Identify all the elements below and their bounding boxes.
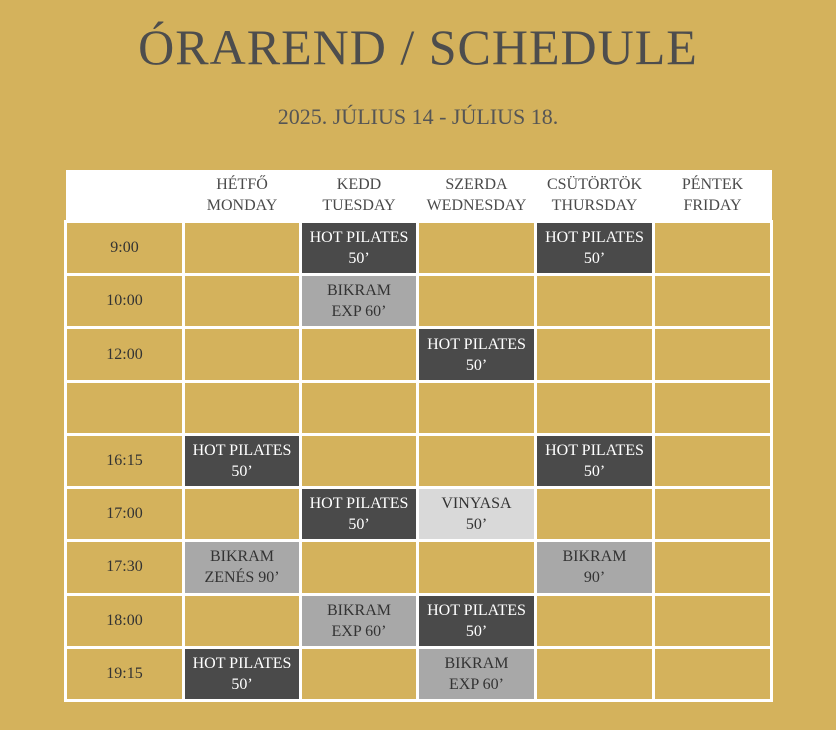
table-row — [66, 381, 772, 434]
empty-cell — [654, 594, 772, 647]
day-name-hu: PÉNTEK — [681, 176, 744, 193]
time-cell: 17:00 — [66, 488, 184, 541]
class-cell — [418, 488, 536, 541]
empty-cell — [184, 328, 301, 381]
class-name: BIKRAM — [209, 548, 274, 566]
class-name: BIKRAM — [444, 654, 509, 672]
table-row — [66, 434, 772, 487]
schedule-table — [64, 170, 773, 702]
class-duration: EXP 60’ — [449, 675, 504, 693]
empty-cell — [184, 222, 301, 275]
empty-cell — [536, 594, 654, 647]
day-header-tuesday — [301, 170, 418, 222]
empty-cell — [418, 541, 536, 594]
class-duration: 90’ — [583, 569, 606, 587]
empty-cell — [301, 647, 418, 700]
day-name-hu: HÉTFŐ — [216, 176, 268, 193]
empty-cell — [184, 381, 301, 434]
class-cell — [301, 222, 418, 275]
empty-cell — [184, 488, 301, 541]
time-cell: 10:00 — [66, 275, 184, 328]
class-duration: 50’ — [465, 622, 488, 640]
empty-cell — [184, 594, 301, 647]
table-row — [66, 541, 772, 594]
empty-cell — [418, 381, 536, 434]
class-cell — [301, 275, 418, 328]
class-duration: ZENÉS 90’ — [204, 569, 280, 587]
class-name: VINYASA — [441, 495, 512, 513]
day-header-wednesday — [418, 170, 536, 222]
time-cell: 17:30 — [66, 541, 184, 594]
class-cell — [301, 488, 418, 541]
class-cell — [536, 541, 654, 594]
day-name-en: TUESDAY — [322, 197, 396, 214]
class-cell — [184, 434, 301, 487]
class-duration: EXP 60’ — [331, 303, 387, 321]
class-name: HOT PILATES — [309, 229, 409, 247]
empty-cell — [654, 488, 772, 541]
time-cell: 18:00 — [66, 594, 184, 647]
class-cell — [184, 647, 301, 700]
day-name-en: WEDNESDAY — [426, 197, 527, 214]
time-cell — [66, 381, 184, 434]
class-cell — [418, 594, 536, 647]
table-row — [66, 488, 772, 541]
class-name: HOT PILATES — [427, 335, 526, 353]
empty-cell — [301, 434, 418, 487]
table-row — [66, 222, 772, 275]
empty-cell — [536, 328, 654, 381]
class-duration: EXP 60’ — [331, 622, 387, 640]
class-name: HOT PILATES — [192, 441, 292, 459]
class-duration: 50’ — [465, 516, 488, 534]
table-row — [66, 275, 772, 328]
day-name-en: FRIDAY — [683, 197, 742, 214]
table-row — [66, 647, 772, 700]
empty-cell — [654, 328, 772, 381]
page-title: ÓRAREND / SCHEDULE — [138, 19, 698, 75]
class-duration: 50’ — [465, 356, 488, 374]
day-name-en: MONDAY — [206, 197, 278, 214]
day-header-monday — [184, 170, 301, 222]
empty-cell — [536, 647, 654, 700]
class-name: BIKRAM — [326, 282, 391, 300]
day-name-hu: SZERDA — [445, 176, 508, 193]
time-cell: 16:15 — [66, 434, 184, 487]
class-name: HOT PILATES — [545, 441, 644, 459]
class-duration: 50’ — [348, 516, 370, 534]
date-range: 2025. JÚLIUS 14 - JÚLIUS 18. — [277, 104, 559, 129]
class-duration: 50’ — [348, 250, 370, 268]
day-name-en: THURSDAY — [551, 197, 638, 214]
class-cell — [418, 328, 536, 381]
empty-cell — [654, 647, 772, 700]
class-duration: 50’ — [583, 250, 606, 268]
class-name: HOT PILATES — [192, 654, 292, 672]
empty-cell — [654, 222, 772, 275]
day-name-hu: KEDD — [336, 176, 382, 193]
class-cell — [536, 222, 654, 275]
time-cell: 12:00 — [66, 328, 184, 381]
class-name: HOT PILATES — [427, 601, 526, 619]
empty-cell — [536, 488, 654, 541]
class-duration: 50’ — [583, 462, 606, 480]
empty-cell — [418, 222, 536, 275]
table-row — [66, 594, 772, 647]
empty-cell — [654, 381, 772, 434]
header-corner — [66, 170, 184, 222]
day-header-friday — [654, 170, 772, 222]
empty-cell — [654, 275, 772, 328]
class-duration: 50’ — [231, 675, 253, 693]
table-row — [66, 328, 772, 381]
class-cell — [184, 541, 301, 594]
empty-cell — [301, 381, 418, 434]
empty-cell — [536, 381, 654, 434]
empty-cell — [654, 541, 772, 594]
day-header-thursday — [536, 170, 654, 222]
class-name: BIKRAM — [326, 601, 391, 619]
header-row — [66, 170, 772, 222]
empty-cell — [418, 434, 536, 487]
class-duration: 50’ — [231, 462, 253, 480]
class-name: HOT PILATES — [545, 229, 644, 247]
class-cell — [536, 434, 654, 487]
empty-cell — [418, 275, 536, 328]
empty-cell — [301, 541, 418, 594]
time-cell: 19:15 — [66, 647, 184, 700]
empty-cell — [536, 275, 654, 328]
empty-cell — [184, 275, 301, 328]
empty-cell — [301, 328, 418, 381]
empty-cell — [654, 434, 772, 487]
time-cell: 9:00 — [66, 222, 184, 275]
class-name: HOT PILATES — [309, 495, 409, 513]
class-cell — [418, 647, 536, 700]
class-name: BIKRAM — [562, 548, 627, 566]
class-cell — [301, 594, 418, 647]
day-name-hu: CSÜTÖRTÖK — [546, 176, 643, 193]
